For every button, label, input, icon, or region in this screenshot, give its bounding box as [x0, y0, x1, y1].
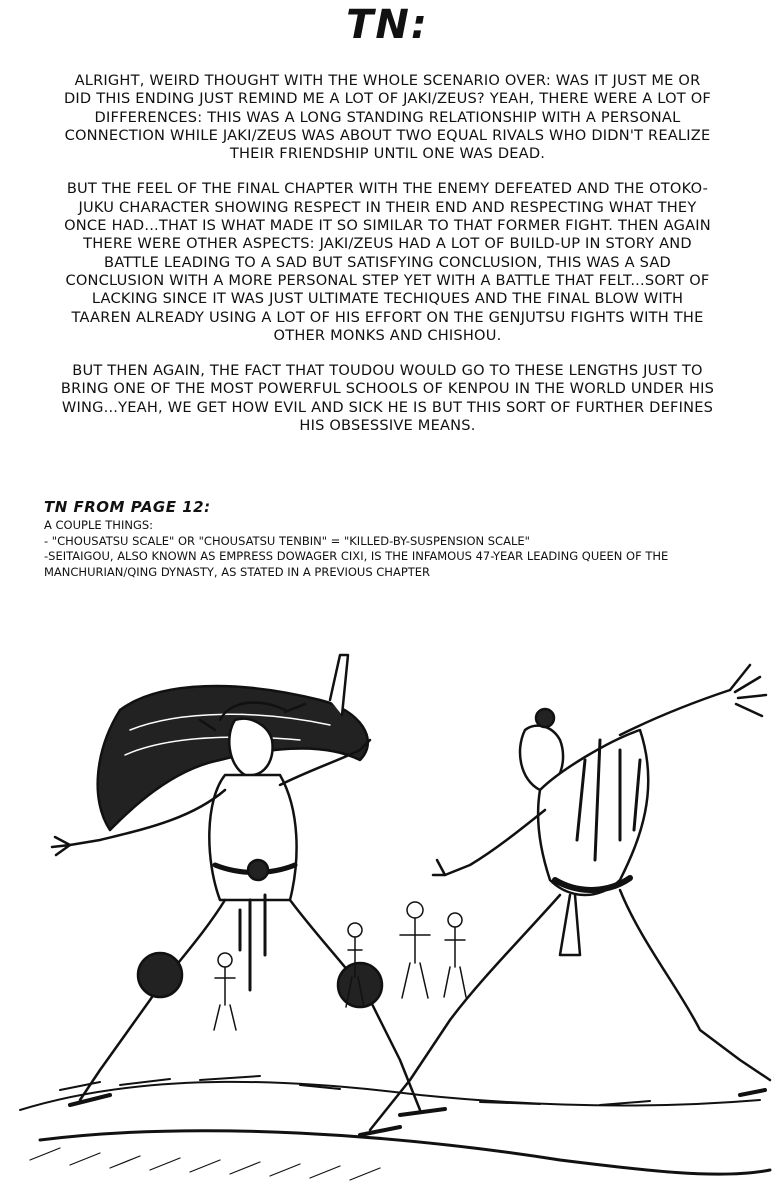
note-paragraph-1: ALRIGHT, WEIRD THOUGHT WITH THE WHOLE SCENARIO OVER: WAS IT JUST ME OR DID THIS ENDING JUST REMIND ME A LOT OF JAKI/ZEUS? YEAH, THERE WERE A LOT OF DIFFERENCES: THIS WAS A LONG STANDING RELATIONSHIP WITH A PERSONAL CONNECTION WHILE JAKI/ZEUS WAS ABOUT TWO EQUAL RIVALS WHO DIDN'T REALIZE THEIR FRIENDSHIP UNTIL ONE WAS DEAD. [63, 72, 711, 163]
left-fighter [52, 655, 445, 1115]
page-12-note-line-2: - "CHOUSATSU SCALE" OR "CHOUSATSU TENBIN" = "KILLED-BY-SUSPENSION SCALE" [44, 533, 530, 548]
page-12-notes [44, 498, 684, 580]
right-fighter [360, 665, 770, 1135]
page-12-note-line-1: A COUPLE THINGS: [44, 518, 154, 532]
page-12-note-line-3: -SEITAIGOU, ALSO KNOWN AS EMPRESS DOWAGER CIXI, IS THE INFAMOUS 47-YEAR LEADING QUEEN OF THE MANCHURIAN/QING DYNASTY, AS STATED IN A PREVIOUS CHAPTER [44, 549, 669, 579]
ground-hatching [30, 1148, 380, 1180]
note-paragraph-2: BUT THE FEEL OF THE FINAL CHAPTER WITH THE ENEMY DEFEATED AND THE OTOKO-JUKU CHARACTER SHOWING RESPECT IN THEIR END AND RESPECTING WHAT THEY ONCE HAD...THAT IS WHAT MADE IT SO SIMILAR TO THAT FORMER FIGHT. THEN AGAIN THERE WERE OTHER ASPECTS: JAKI/ZEUS HAD A LOT OF BUILD-UP IN STORY AND BATTLE LEADING TO A SAD BUT SATISFYING CONCLUSION, THIS WAS A SAD CONCLUSION WITH A MORE PERSONAL STEP YET WITH A BATTLE THAT FELT...SORT OF LACKING SINCE IT WAS JUST ULTIMATE TECHIQUES AND THE FINAL BLOW WITH TAAREN ALREADY USING A LOT OF HIS EFFORT ON THE GENJUTSU FIGHTS WITH THE OTHER MONKS AND CHISHOU. [64, 180, 711, 344]
page-12-notes-heading: TN FROM PAGE 12: [44, 498, 211, 516]
translator-notes [60, 72, 715, 452]
note-paragraph-3: BUT THEN AGAIN, THE FACT THAT TOUDOU WOULD GO TO THESE LENGTHS JUST TO BRING ONE OF THE MOST POWERFUL SCHOOLS OF KENPOU IN THE WORLD UNDER HIS WING...YEAH, WE GET HOW EVIL AND SICK HE IS BUT THIS SORT OF FURTHER DEFINES HIS OBSESSIVE MEANS. [60, 362, 715, 435]
page-title: TN: [346, 2, 429, 48]
background-monks [214, 902, 466, 1030]
manga-fight-illustration [0, 640, 775, 1200]
